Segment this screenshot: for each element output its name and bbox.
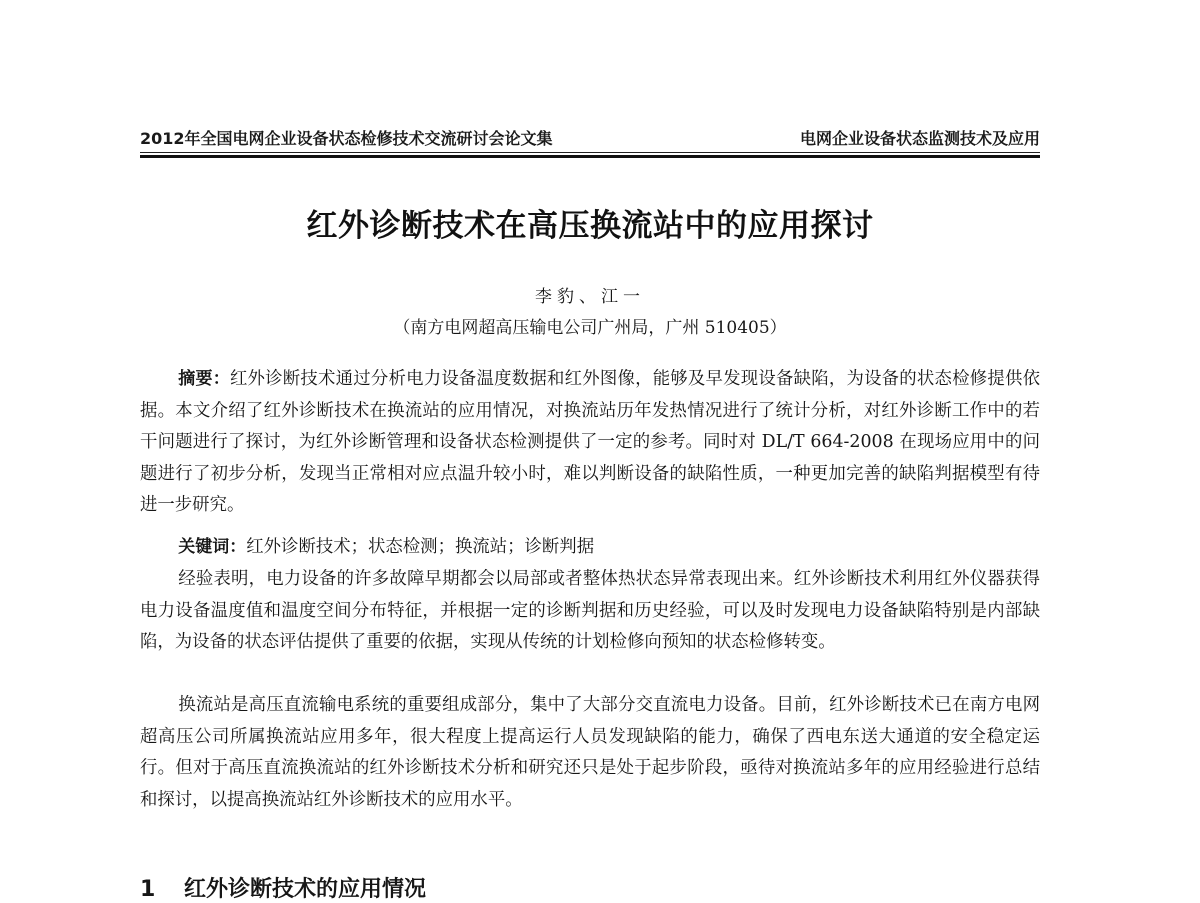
header-proceedings-title: 2012年全国电网企业设备状态检修技术交流研讨会论文集 bbox=[140, 129, 553, 148]
header-rule-thin bbox=[140, 152, 1040, 153]
keywords-label: 关键词： bbox=[178, 537, 247, 557]
abstract-text: 红外诊断技术通过分析电力设备温度数据和红外图像，能够及早发现设备缺陷，为设备的状态检修提供依据。本文介绍了红外诊断技术在换流站的应用情况，对换流站历年发热情况进行了统计分析，对红外诊断工作中的若干问题进行了探讨，为红外诊断管理和设备状态检测提供了一定的参考。同时对 DL/T 664-2008 在现场应用中的问题进行了初步分析，发现当正常相对应点温升较小时，难以判断设备的缺陷性质，一种更加完善的缺陷判据模型有待进一步研究。 bbox=[140, 369, 1040, 515]
abstract-label: 摘要： bbox=[178, 369, 230, 389]
section-number: 1 bbox=[140, 877, 156, 902]
section-heading bbox=[140, 872, 1040, 903]
body-paragraph-2: 换流站是高压直流输电系统的重要组成部分，集中了大部分交直流电力设备。目前，红外诊断技术已在南方电网超高压公司所属换流站应用多年，很大程度上提高运行人员发现缺陷的能力，确保了西电东送大通道的安全稳定运行。但对于高压直流换流站的红外诊断技术分析和研究还只是处于起步阶段，亟待对换流站多年的应用经验进行总结和探讨，以提高换流站红外诊断技术的应用水平。 bbox=[140, 695, 1040, 810]
header-rule-thick bbox=[140, 155, 1040, 158]
header-section-title: 电网企业设备状态监测技术及应用 bbox=[799, 129, 1040, 148]
running-header bbox=[140, 128, 1040, 150]
affiliation: （南方电网超高压输电公司广州局，广州 510405） bbox=[393, 318, 787, 338]
paper-title: 红外诊断技术在高压换流站中的应用探讨 bbox=[306, 208, 874, 244]
body-paragraph-1: 经验表明，电力设备的许多故障早期都会以局部或者整体热状态异常表现出来。红外诊断技术利用红外仪器获得电力设备温度值和温度空间分布特征，并根据一定的诊断判据和历史经验，可以及时发现电力设备缺陷特别是内部缺陷，为设备的状态评估提供了重要的依据，实现从传统的计划检修向预知的状态检修转变。 bbox=[140, 569, 1040, 652]
section-title: 红外诊断技术的应用情况 bbox=[184, 877, 427, 902]
abstract bbox=[140, 364, 1040, 522]
keywords bbox=[140, 532, 1040, 564]
keywords-text: 红外诊断技术；状态检测；换流站；诊断判据 bbox=[246, 537, 595, 557]
authors: 李豹、江一 bbox=[535, 287, 645, 307]
